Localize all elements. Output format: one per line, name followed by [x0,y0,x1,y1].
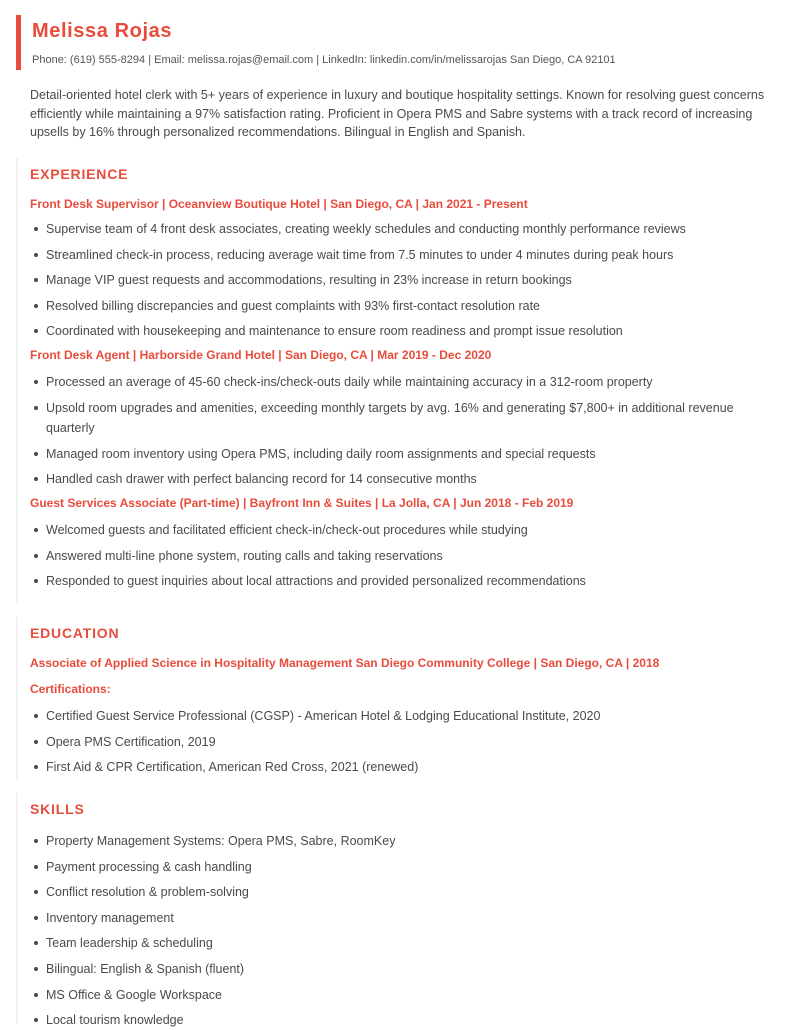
bullet-item: Handled cash drawer with perfect balancing record for 14 consecutive months [30,469,781,489]
experience-section [16,158,781,604]
bullet-item: Streamlined check-in process, reducing average wait time from 7.5 minutes to under 4 minutes during peak hours [30,245,781,265]
certifications-heading: Certifications: [30,682,111,696]
bullet-item: Manage VIP guest requests and accommodations, resulting in 23% increase in return bookings [30,270,781,290]
bullet-item: Managed room inventory using Opera PMS, including daily room assignments and special requests [30,444,781,464]
skills-list [30,831,781,1030]
job-bullets [30,520,781,591]
bullet-item: Resolved billing discrepancies and guest complaints with 93% first-contact resolution rate [30,296,781,316]
bullet-item: Processed an average of 45-60 check-ins/check-outs daily while maintaining accuracy in a 312-room property [30,372,781,392]
skill-item: Bilingual: English & Spanish (fluent) [30,959,781,979]
contact-info: Phone: (619) 555-8294 | Email: melissa.rojas@email.com | LinkedIn: linkedin.com/in/melissarojas San Diego, CA 92101 [32,54,616,66]
bullet-item: Welcomed guests and facilitated efficient check-in/check-out procedures while studying [30,520,781,540]
job-bullets [30,219,781,341]
skill-item: Conflict resolution & problem-solving [30,882,781,902]
job-heading: Guest Services Associate (Part-time) | Bayfront Inn & Suites | La Jolla, CA | Jun 2018 - Feb 2019 [30,496,574,511]
certification-item: First Aid & CPR Certification, American Red Cross, 2021 (renewed) [30,757,781,777]
bullet-item: Answered multi-line phone system, routing calls and taking reservations [30,546,781,566]
education-heading: EDUCATION [30,625,120,641]
bullet-item: Coordinated with housekeeping and maintenance to ensure room readiness and prompt issue resolution [30,321,781,341]
degree-heading: Associate of Applied Science in Hospitality Management San Diego Community College | San Diego, CA | 2018 [30,656,660,670]
professional-summary: Detail-oriented hotel clerk with 5+ years of experience in luxury and boutique hospitality settings. Known for resolving guest concerns efficiently while maintaining a 97% satisfaction rating. Proficient in Opera PMS and Sabre systems with a track record of increasing upsells by 16% through personalized recommendations. Bilingual in English and Spanish. [30,88,765,139]
skill-item: Inventory management [30,908,781,928]
job-heading: Front Desk Supervisor | Oceanview Boutique Hotel | San Diego, CA | Jan 2021 - Present [30,197,528,211]
bullet-item: Supervise team of 4 front desk associates, creating weekly schedules and conducting monthly performance reviews [30,219,781,239]
certifications-list [30,706,781,777]
experience-heading: EXPERIENCE [30,166,129,182]
certification-item: Certified Guest Service Professional (CGSP) - American Hotel & Lodging Educational Institute, 2020 [30,706,781,726]
skill-item: Local tourism knowledge [30,1010,781,1030]
skills-section [16,793,781,1028]
skills-heading: SKILLS [30,801,85,817]
skill-item: Payment processing & cash handling [30,857,781,877]
skill-item: MS Office & Google Workspace [30,985,781,1005]
skill-item: Property Management Systems: Opera PMS, Sabre, RoomKey [30,831,781,851]
skill-item: Team leadership & scheduling [30,933,781,953]
bullet-item: Responded to guest inquiries about local attractions and provided personalized recommendations [30,571,781,591]
certification-item: Opera PMS Certification, 2019 [30,732,781,752]
candidate-name: Melissa Rojas [32,20,173,42]
resume-header [16,15,776,70]
job-bullets [30,372,781,489]
job-heading: Front Desk Agent | Harborside Grand Hotel | San Diego, CA | Mar 2019 - Dec 2020 [30,348,492,363]
bullet-item: Upsold room upgrades and amenities, exceeding monthly targets by avg. 16% and generating $7,800+ in additional revenue quarterly [30,398,781,438]
education-section [16,617,781,781]
